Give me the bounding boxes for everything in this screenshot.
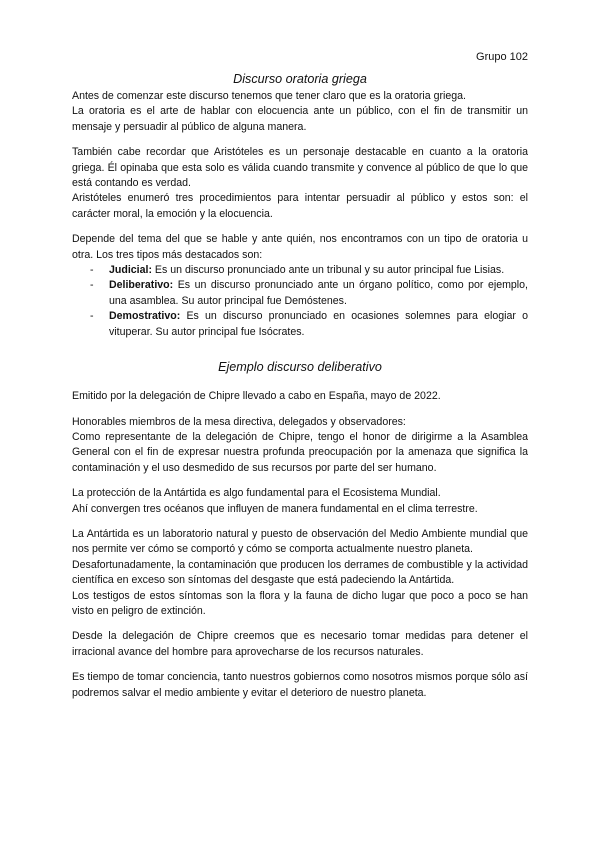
type-name: Deliberativo:: [109, 279, 174, 292]
document-body: [72, 72, 528, 701]
paragraph: La protección de la Antártida es algo fundamental para el Ecosistema Mundial.: [72, 487, 441, 500]
paragraph: La Antártida es un laboratorio natural y puesto de observación del Medio Ambiente mundial que nos permite ver cómo se comportó y cómo se comporta actualmente nuestro planeta.: [72, 527, 528, 556]
paragraph: Honorables miembros de la mesa directiva, delegados y observadores:: [72, 415, 406, 428]
paragraph: Aristóteles enumeró tres procedimientos para intentar persuadir al público y estos son: el carácter moral, la emoción y la elocuencia.: [72, 192, 528, 220]
list-item-demostrativo: [72, 309, 528, 340]
paragraph: Es tiempo de tomar conciencia, tanto nuestros gobiernos como nosotros mismos porque sólo así podremos salvar el medio ambiente y evitar el deterioro de nuestro planeta.: [72, 671, 528, 699]
list-item-deliberativo: [72, 278, 528, 309]
paragraph: Los testigos de estos síntomas son la flora y la fauna de dicho lugar que poco a poco se han visto en peligro de extinción.: [72, 589, 528, 617]
section-title-oratoria: Discurso oratoria griega: [233, 72, 367, 86]
paragraph: Desafortunadamente, la contaminación que producen los derrames de combustible y la actividad científica en exceso son síntomas del desgaste que está padeciendo la Antártida.: [72, 558, 528, 587]
type-name: Judicial:: [109, 264, 152, 277]
list-dash: -: [90, 264, 94, 277]
paragraph: Antes de comenzar este discurso tenemos que tener claro que es la oratoria griega.: [72, 90, 466, 102]
paragraph: Depende del tema del que se hable y ante quién, nos encontramos con un tipo de oratoria u otra. Los tres tipos más destacados son:: [72, 233, 528, 261]
type-name: Demostrativo:: [109, 310, 181, 323]
paragraph: También cabe recordar que Aristóteles es un personaje destacable en cuanto a la oratoria griega. Él opinaba que esta solo es válida cuando transmite y convence al público de que lo que está contando es verdad.: [72, 146, 528, 190]
group-label: Grupo 102: [476, 51, 528, 63]
section-title-ejemplo: Ejemplo discurso deliberativo: [218, 360, 382, 375]
list-dash: -: [90, 310, 94, 323]
paragraph: Ahí convergen tres océanos que influyen de manera fundamental en el clima terrestre.: [72, 502, 478, 515]
list-dash: -: [90, 279, 94, 292]
list-item-judicial: [72, 263, 528, 278]
paragraph: Emitido por la delegación de Chipre llevado a cabo en España, mayo de 2022.: [72, 390, 441, 403]
oratory-types-list: [72, 263, 528, 340]
type-description: Es un discurso pronunciado ante un órgano político, como por ejemplo, una asamblea. Su autor principal fue Demóstenes.: [109, 279, 528, 307]
paragraph: Desde la delegación de Chipre creemos que es necesario tomar medidas para detener el irracional avance del hombre para aprovecharse de los recursos naturales.: [72, 630, 528, 658]
type-description: Es un discurso pronunciado en ocasiones solemnes para elogiar o vituperar. Su autor principal fue Isócrates.: [109, 310, 528, 338]
paragraph: La oratoria es el arte de hablar con elocuencia ante un público, con el fin de transmitir un mensaje y persuadir al público de alguna manera.: [72, 105, 528, 133]
type-description: Es un discurso pronunciado ante un tribunal y su autor principal fue Lisias.: [151, 264, 505, 277]
paragraph: Como representante de la delegación de Chipre, tengo el honor de dirigirme a la Asamblea General con el fin de expresar nuestra profunda preocupación por la amenaza que significa la contaminación y el uso desmedido de sus recursos por parte del ser humano.: [72, 430, 528, 474]
